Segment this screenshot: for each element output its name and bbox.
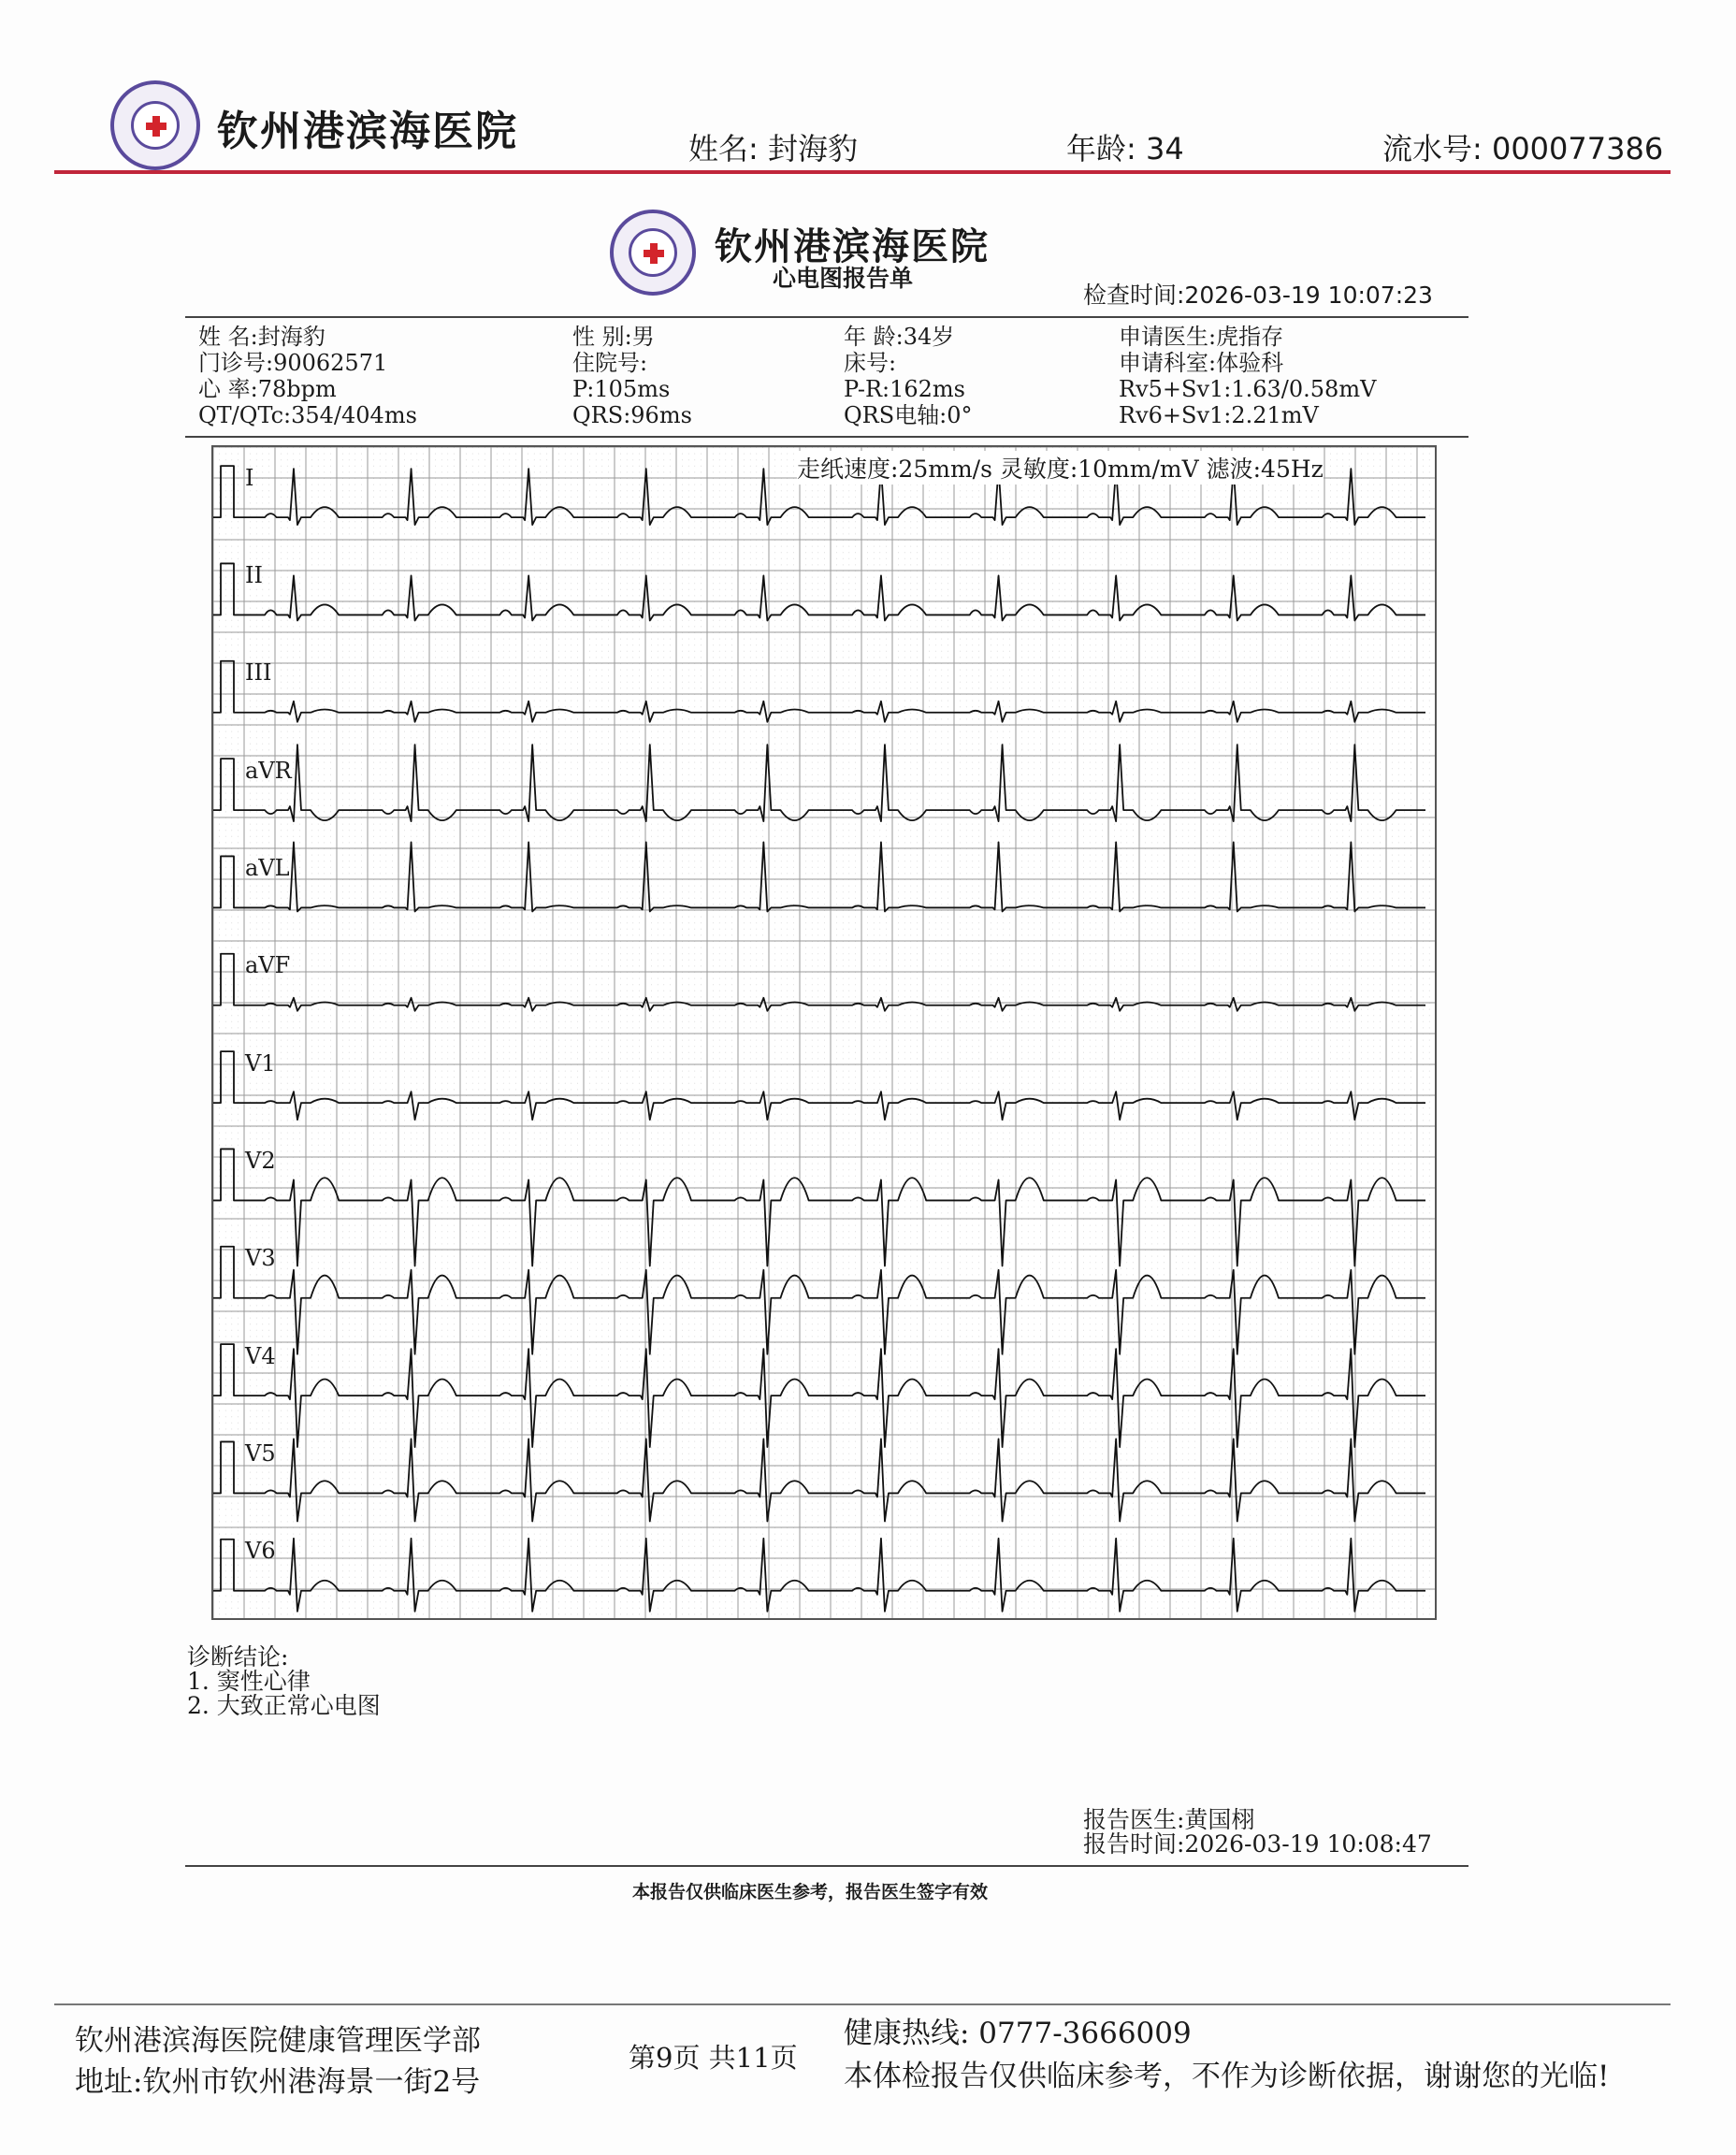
info-pr-interval: P-R:162ms bbox=[844, 376, 965, 402]
hospital-logo-icon bbox=[110, 80, 200, 170]
footer-divider bbox=[54, 2003, 1671, 2005]
info-name: 姓 名:封海豹 bbox=[198, 324, 326, 350]
ecg-trace-v5 bbox=[213, 1439, 1425, 1521]
info-rv6-sv1: Rv6+Sv1:2.21mV bbox=[1119, 402, 1319, 428]
info-qt-qtc: QT/QTc:354/404ms bbox=[198, 402, 417, 428]
report-doctor: 报告医生:黄国栩 bbox=[1083, 1806, 1255, 1833]
ecg-tracing-panel bbox=[211, 445, 1437, 1620]
lead-label-v6: V6 bbox=[245, 1538, 276, 1565]
ecg-settings: 走纸速度:25mm/s 灵敏度:10mm/mV 滤波:45Hz bbox=[797, 451, 1324, 485]
lead-label-v2: V2 bbox=[245, 1148, 276, 1175]
footer-department: 钦州港滨海医院健康管理医学部 bbox=[75, 2024, 481, 2058]
info-qrs-axis: QRS电轴:0° bbox=[844, 402, 973, 428]
info-heart-rate: 心 率:78bpm bbox=[198, 376, 337, 402]
header-divider bbox=[54, 170, 1671, 174]
info-rv5-sv1: Rv5+Sv1:1.63/0.58mV bbox=[1119, 376, 1377, 402]
ecg-trace-v4 bbox=[213, 1344, 1425, 1447]
diagnosis-item-1: 1. 窦性心律 bbox=[187, 1668, 311, 1695]
disclaimer-note: 本报告仅供临床医生参考，报告医生签字有效 bbox=[632, 1882, 989, 1902]
report-time: 报告时间:2026-03-19 10:08:47 bbox=[1083, 1830, 1432, 1858]
report-title: 心电图报告单 bbox=[773, 265, 914, 292]
signature-rule bbox=[185, 1865, 1468, 1867]
report-logo-icon bbox=[610, 210, 696, 296]
ecg-trace-v2 bbox=[213, 1149, 1425, 1266]
info-department: 申请科室:体验科 bbox=[1119, 350, 1284, 376]
info-outpatient-no: 门诊号:90062571 bbox=[198, 350, 388, 376]
hospital-name: 钦州港滨海医院 bbox=[217, 108, 518, 155]
lead-label-avr: aVR bbox=[245, 757, 292, 784]
lead-label-v3: V3 bbox=[245, 1245, 276, 1272]
ecg-grid bbox=[213, 447, 1435, 1618]
ecg-trace-v3 bbox=[213, 1247, 1425, 1354]
info-inpatient-no: 住院号: bbox=[572, 350, 648, 376]
lead-label-i: I bbox=[245, 464, 254, 491]
diagnosis-heading: 诊断结论: bbox=[187, 1643, 289, 1670]
exam-time: 检查时间:2026-03-19 10:07:23 bbox=[1083, 282, 1433, 309]
ecg-grid-svg bbox=[213, 447, 1435, 1618]
footer-address: 地址:钦州市钦州港海景一街2号 bbox=[75, 2065, 481, 2099]
info-p-duration: P:105ms bbox=[572, 376, 671, 402]
serial-number-field: 流水号: 000077386 bbox=[1382, 131, 1664, 166]
footer-notice: 本体检报告仅供临床参考，不作为诊断依据，谢谢您的光临! bbox=[844, 2060, 1610, 2093]
info-top-rule bbox=[185, 316, 1468, 318]
patient-info-grid bbox=[198, 324, 1461, 432]
ecg-trace-iii bbox=[213, 661, 1425, 722]
ecg-trace-v6 bbox=[213, 1539, 1425, 1612]
footer-hotline: 健康热线: 0777-3666009 bbox=[844, 2017, 1192, 2050]
info-qrs-duration: QRS:96ms bbox=[572, 402, 692, 428]
info-sex: 性 别:男 bbox=[572, 324, 655, 350]
patient-name-field: 姓名: 封海豹 bbox=[688, 131, 858, 166]
lead-label-iii: III bbox=[245, 659, 272, 687]
info-bed-no: 床号: bbox=[844, 350, 897, 376]
ecg-trace-v1 bbox=[213, 1051, 1425, 1120]
page-indicator: 第9页 共11页 bbox=[629, 2042, 798, 2074]
lead-label-v4: V4 bbox=[245, 1342, 276, 1369]
lead-label-v1: V1 bbox=[245, 1049, 276, 1077]
report-hospital-name: 钦州港滨海医院 bbox=[715, 224, 990, 268]
info-bottom-rule bbox=[185, 436, 1468, 438]
lead-label-avl: aVL bbox=[245, 855, 290, 882]
info-requesting-doctor: 申请医生:虎指存 bbox=[1119, 324, 1284, 350]
lead-label-v5: V5 bbox=[245, 1440, 276, 1468]
ecg-trace-avl bbox=[213, 842, 1425, 911]
ecg-trace-ii bbox=[213, 563, 1425, 620]
patient-age-field: 年龄: 34 bbox=[1066, 131, 1184, 166]
lead-label-avf: aVF bbox=[245, 952, 291, 979]
lead-label-ii: II bbox=[245, 562, 263, 589]
diagnosis-item-2: 2. 大致正常心电图 bbox=[187, 1692, 381, 1719]
info-age: 年 龄:34岁 bbox=[844, 324, 955, 350]
